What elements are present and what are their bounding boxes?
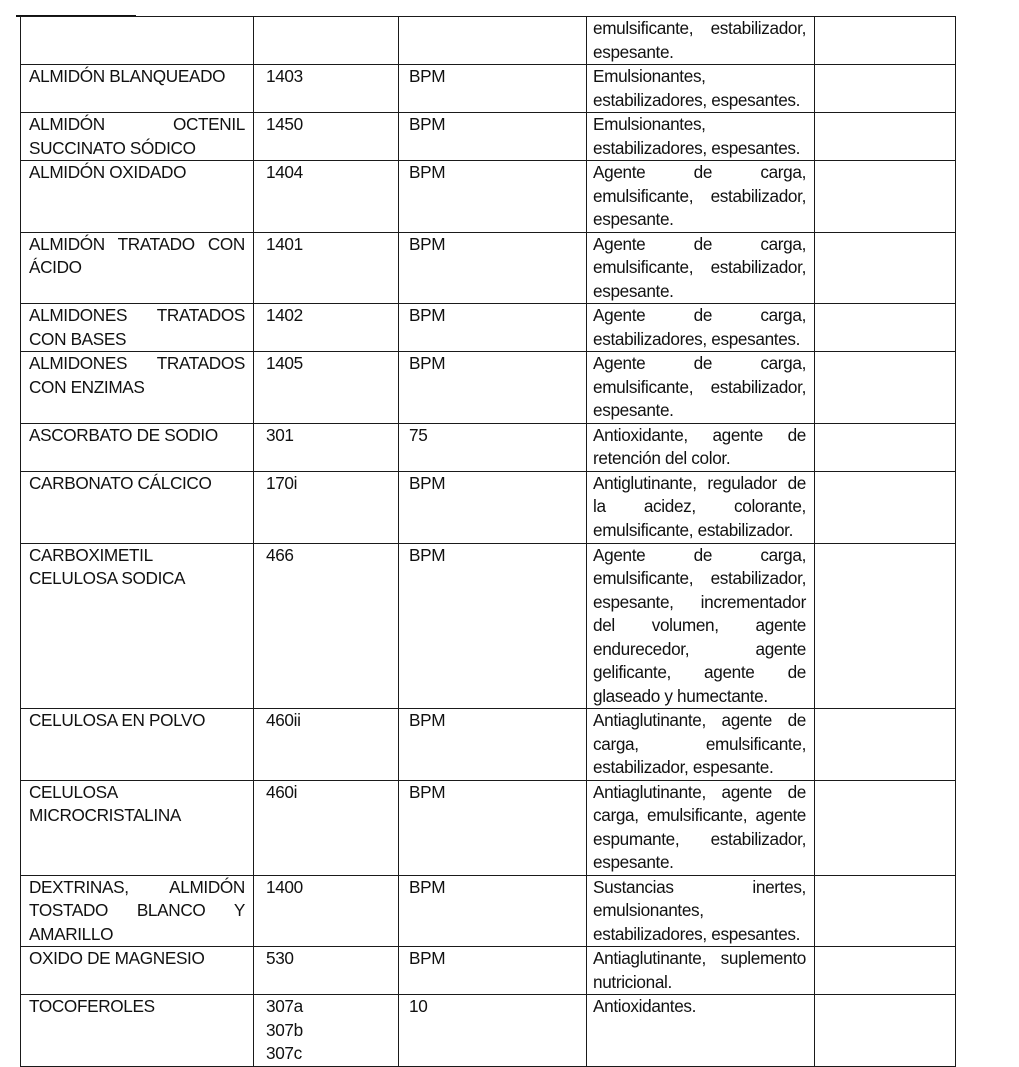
table-row xyxy=(21,471,956,543)
ins-code: 307b xyxy=(266,1019,303,1040)
max-limit-cell: BPM xyxy=(399,875,587,947)
additive-name-cell: CARBONATO CÁLCICO xyxy=(21,471,254,543)
additive-name-cell xyxy=(21,17,254,65)
max-limit-cell: BPM xyxy=(399,543,587,709)
max-limit-cell xyxy=(399,17,587,65)
ins-code-cell xyxy=(254,780,399,875)
ins-code: 466 xyxy=(266,544,294,565)
max-limit-cell: 10 xyxy=(399,995,587,1067)
ins-code: 530 xyxy=(266,948,294,968)
function-cell: Agente de carga, estabilizadores, espesantes. xyxy=(587,304,815,352)
additive-name-cell: CELULOSA MICROCRISTALINA xyxy=(21,780,254,875)
ins-code-cell xyxy=(254,161,399,233)
additive-name-cell: ALMIDÓN TRATADO CON ÁCIDO xyxy=(21,232,254,304)
ins-code: 1400 xyxy=(266,876,303,897)
additive-name-cell: DEXTRINAS, ALMIDÓN TOSTADO BLANCO Y AMARILLO xyxy=(21,875,254,947)
table-row xyxy=(21,543,956,709)
max-limit-cell: BPM xyxy=(399,780,587,875)
table-row xyxy=(21,995,956,1067)
table-row xyxy=(21,17,956,65)
ins-code-cell xyxy=(254,352,399,424)
notes-cell xyxy=(815,161,956,233)
ins-code-cell xyxy=(254,232,399,304)
notes-cell xyxy=(815,65,956,113)
max-limit-cell: BPM xyxy=(399,304,587,352)
max-limit-cell: 75 xyxy=(399,423,587,471)
notes-cell xyxy=(815,780,956,875)
function-cell: Agente de carga, emulsificante, estabilizador, espesante, incrementador del volumen, agente endurecedor, agente gelificante, agente de glaseado y humectante. xyxy=(587,543,815,709)
table-row xyxy=(21,947,956,995)
additive-name-cell: ALMIDÓN OCTENIL SUCCINATO SÓDICO xyxy=(21,113,254,161)
ins-code-cell xyxy=(254,709,399,781)
additive-name-cell: TOCOFEROLES xyxy=(21,995,254,1067)
ins-code-cell xyxy=(254,875,399,947)
ins-code: 460ii xyxy=(266,710,301,730)
document-page xyxy=(20,16,947,1067)
additive-name-cell: OXIDO DE MAGNESIO xyxy=(21,947,254,995)
ins-code: 170i xyxy=(266,472,298,493)
max-limit-cell: BPM xyxy=(399,65,587,113)
notes-cell xyxy=(815,947,956,995)
table-row xyxy=(21,352,956,424)
notes-cell xyxy=(815,113,956,161)
function-cell: Antiaglutinante, agente de carga, emulsificante, estabilizador, espesante. xyxy=(587,709,815,781)
table-row xyxy=(21,65,956,113)
ins-code: 1405 xyxy=(266,353,303,373)
ins-code: 1450 xyxy=(266,114,303,134)
notes-cell xyxy=(815,304,956,352)
max-limit-cell: BPM xyxy=(399,352,587,424)
notes-cell xyxy=(815,995,956,1067)
table-row xyxy=(21,161,956,233)
function-cell: Sustancias inertes, emulsionantes, estabilizadores, espesantes. xyxy=(587,875,815,947)
ins-code-cell xyxy=(254,113,399,161)
ins-code-cell xyxy=(254,423,399,471)
function-cell: Antioxidantes. xyxy=(587,995,815,1067)
table-row xyxy=(21,709,956,781)
additive-name-cell: ASCORBATO DE SODIO xyxy=(21,423,254,471)
function-cell: Emulsionantes, estabilizadores, espesantes. xyxy=(587,113,815,161)
max-limit-cell: BPM xyxy=(399,471,587,543)
ins-code: 1402 xyxy=(266,305,303,325)
table-row xyxy=(21,780,956,875)
additive-name-cell: ALMIDONES TRATADOS CON BASES xyxy=(21,304,254,352)
max-limit-cell: BPM xyxy=(399,232,587,304)
notes-cell xyxy=(815,543,956,709)
notes-cell xyxy=(815,17,956,65)
ins-code: 307c xyxy=(266,1043,302,1063)
notes-cell xyxy=(815,232,956,304)
max-limit-cell: BPM xyxy=(399,947,587,995)
function-cell: Agente de carga, emulsificante, estabilizador, espesante. xyxy=(587,161,815,233)
additive-name-cell: CARBOXIMETIL CELULOSA SODICA xyxy=(21,543,254,709)
function-cell: emulsificante, estabilizador, espesante. xyxy=(587,17,815,65)
notes-cell xyxy=(815,709,956,781)
function-cell: Antiaglutinante, agente de carga, emulsificante, agente espumante, estabilizador, espesante. xyxy=(587,780,815,875)
ins-code-cell xyxy=(254,995,399,1067)
table-row xyxy=(21,875,956,947)
table-row xyxy=(21,304,956,352)
ins-code-cell xyxy=(254,947,399,995)
function-cell: Antiaglutinante, suplemento nutricional. xyxy=(587,947,815,995)
max-limit-cell: BPM xyxy=(399,161,587,233)
additive-name-cell: CELULOSA EN POLVO xyxy=(21,709,254,781)
ins-code-cell xyxy=(254,471,399,543)
ins-code-cell xyxy=(254,543,399,709)
function-cell: Agente de carga, emulsificante, estabilizador, espesante. xyxy=(587,232,815,304)
ins-code: 301 xyxy=(266,424,294,445)
ins-code: 307a xyxy=(266,996,303,1016)
additive-name-cell: ALMIDÓN OXIDADO xyxy=(21,161,254,233)
additives-table-body xyxy=(21,17,956,1067)
max-limit-cell: BPM xyxy=(399,113,587,161)
table-row xyxy=(21,423,956,471)
ins-code: 1403 xyxy=(266,66,303,86)
ins-code-cell xyxy=(254,304,399,352)
notes-cell xyxy=(815,875,956,947)
notes-cell xyxy=(815,423,956,471)
table-row xyxy=(21,232,956,304)
notes-cell xyxy=(815,352,956,424)
function-cell: Agente de carga, emulsificante, estabilizador, espesante. xyxy=(587,352,815,424)
additives-table xyxy=(20,16,956,1067)
additive-name-cell: ALMIDONES TRATADOS CON ENZIMAS xyxy=(21,352,254,424)
function-cell: Emulsionantes, estabilizadores, espesantes. xyxy=(587,65,815,113)
notes-cell xyxy=(815,471,956,543)
function-cell: Antioxidante, agente de retención del color. xyxy=(587,423,815,471)
ins-code: 460i xyxy=(266,781,298,802)
table-row xyxy=(21,113,956,161)
ins-code: 1401 xyxy=(266,233,303,254)
function-cell: Antiglutinante, regulador de la acidez, colorante, emulsificante, estabilizador. xyxy=(587,471,815,543)
ins-code-cell xyxy=(254,65,399,113)
ins-code: 1404 xyxy=(266,162,303,182)
ins-code-cell xyxy=(254,17,399,65)
additive-name-cell: ALMIDÓN BLANQUEADO xyxy=(21,65,254,113)
max-limit-cell: BPM xyxy=(399,709,587,781)
